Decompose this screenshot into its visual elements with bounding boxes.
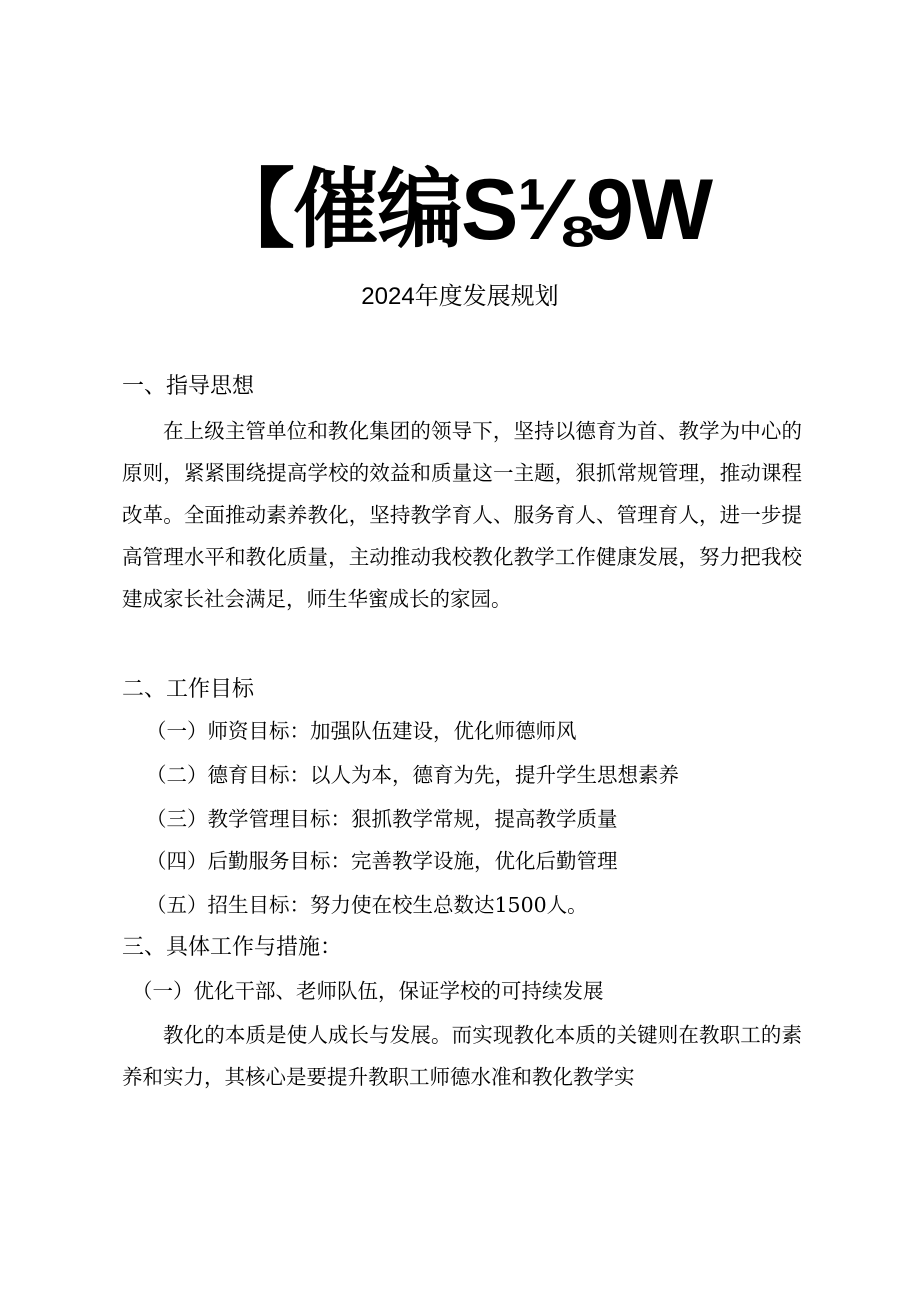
section-paragraph-measures: 教化的本质是使人成长与发展。而实现教化本质的关键则在教职工的素养和实力，其核心是要提升教职工师德水准和教化教学实 <box>122 1023 802 1089</box>
goal-item: （三）教学管理目标：狠抓教学常规，提高教学质量 <box>146 807 618 831</box>
section-heading-work-goals: 二、工作目标 <box>122 676 255 701</box>
goal-item: （四）后勤服务目标：完善教学设施，优化后勤管理 <box>146 849 618 873</box>
goal-item: （二）德育目标：以人为本，德育为先，提升学生思想素养 <box>146 763 679 787</box>
goal-item: （五）招生目标：努力使在校生总数达1500人。 <box>146 893 588 917</box>
goal-item: （一）师资目标：加强队伍建设，优化师德师风 <box>146 719 577 743</box>
measure-subheading: （一）优化干部、老师队伍，保证学校的可持续发展 <box>132 979 604 1003</box>
section-paragraph-guiding-thought: 在上级主管单位和教化集团的领导下，坚持以德育为首、教学为中心的原则，紧紧围绕提高学校的效益和质量这一主题，狠抓常规管理，推动课程改革。全面推动素养教化，坚持教学育人、服务育人、管理育人，进一步提高管理水平和教化质量，主动推动我校教化教学工作健康发展，努力把我校建成家长社会满足，师生华蜜成长的家园。 <box>122 419 802 611</box>
document-subtitle: 2024年度发展规划 <box>361 283 559 310</box>
section-heading-measures: 三、具体工作与措施： <box>122 934 343 959</box>
document-title: 【催编S⅛9W <box>208 162 712 258</box>
section-heading-guiding-thought: 一、指导思想 <box>122 373 255 398</box>
